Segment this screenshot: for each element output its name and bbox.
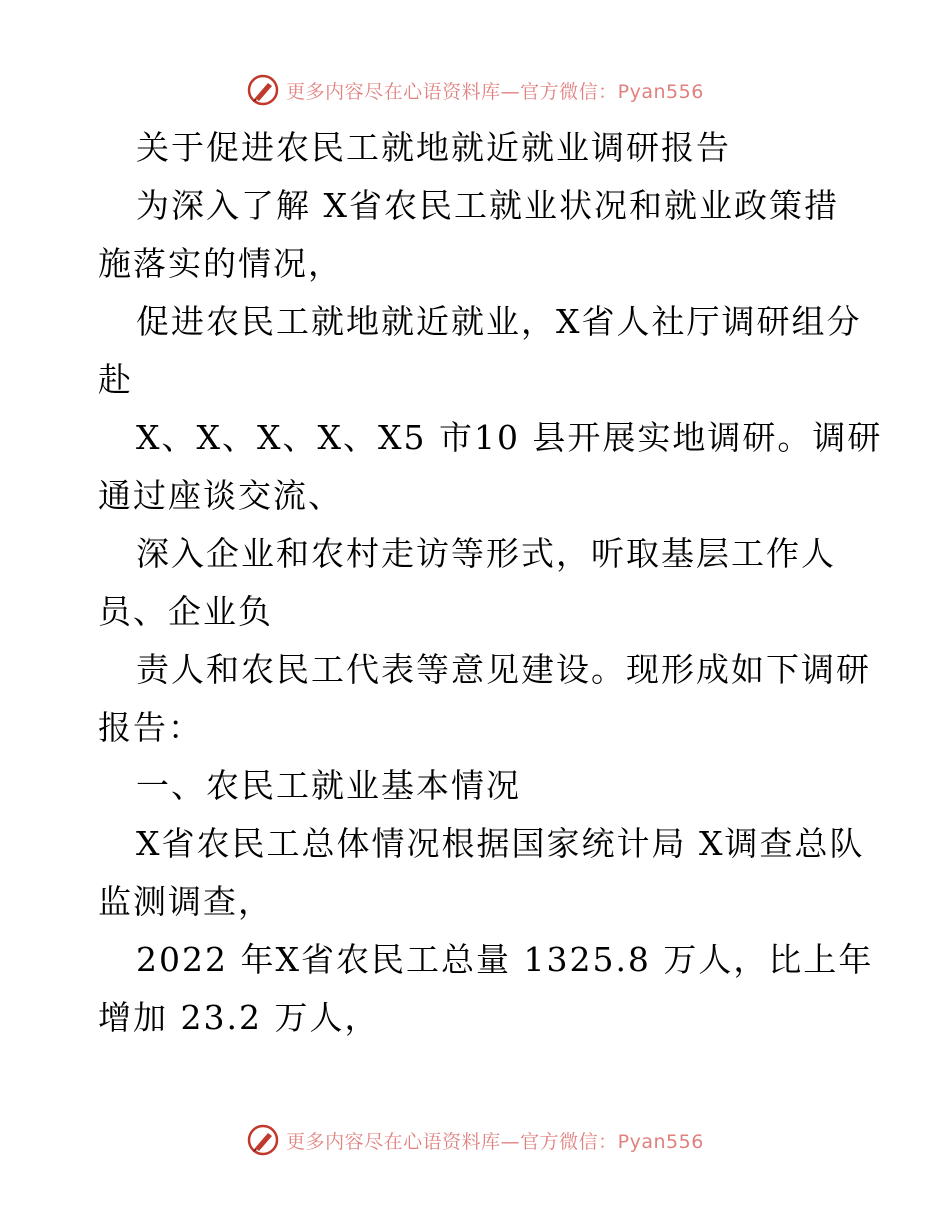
paragraph-line: 施落实的情况， xyxy=(98,244,343,283)
paragraph-line: X省农民工总体情况根据国家统计局 X调查总队 xyxy=(136,824,865,863)
paragraph-line: 责人和农民工代表等意见建设。现形成如下调研 xyxy=(136,650,871,689)
watermark-footer xyxy=(0,1120,950,1160)
document-title: 关于促进农民工就地就近就业调研报告 xyxy=(136,128,731,167)
paragraph-line: 通过座谈交流、 xyxy=(98,476,343,515)
watermark-text: 更多内容尽在心语资料库—官方微信：Pyan556 xyxy=(286,1130,704,1153)
paragraph-line: 赴 xyxy=(98,360,133,399)
paragraph-line: 增加 23.2 万人， xyxy=(98,998,380,1037)
paragraph-line: 报告： xyxy=(98,708,203,747)
section-heading: 一、农民工就业基本情况 xyxy=(136,766,521,805)
paragraph-line: 监测调查， xyxy=(98,882,273,921)
pen-logo-icon xyxy=(246,73,280,107)
paragraph-line: 2022 年X省农民工总量 1325.8 万人，比上年 xyxy=(136,940,874,979)
paragraph-line: 深入企业和农村走访等形式，听取基层工作人 xyxy=(136,534,836,573)
watermark-text: 更多内容尽在心语资料库—官方微信：Pyan556 xyxy=(286,80,704,103)
paragraph-line: 促进农民工就地就近就业，X省人社厅调研组分 xyxy=(136,302,862,341)
paragraph-line: 员、企业负 xyxy=(98,592,273,631)
watermark-header xyxy=(0,70,950,110)
paragraph-line: X、X、X、X、X5 市10 县开展实地调研。调研 xyxy=(136,418,883,457)
paragraph-line: 为深入了解 X省农民工就业状况和就业政策措 xyxy=(136,186,839,225)
pen-logo-icon xyxy=(246,1123,280,1157)
